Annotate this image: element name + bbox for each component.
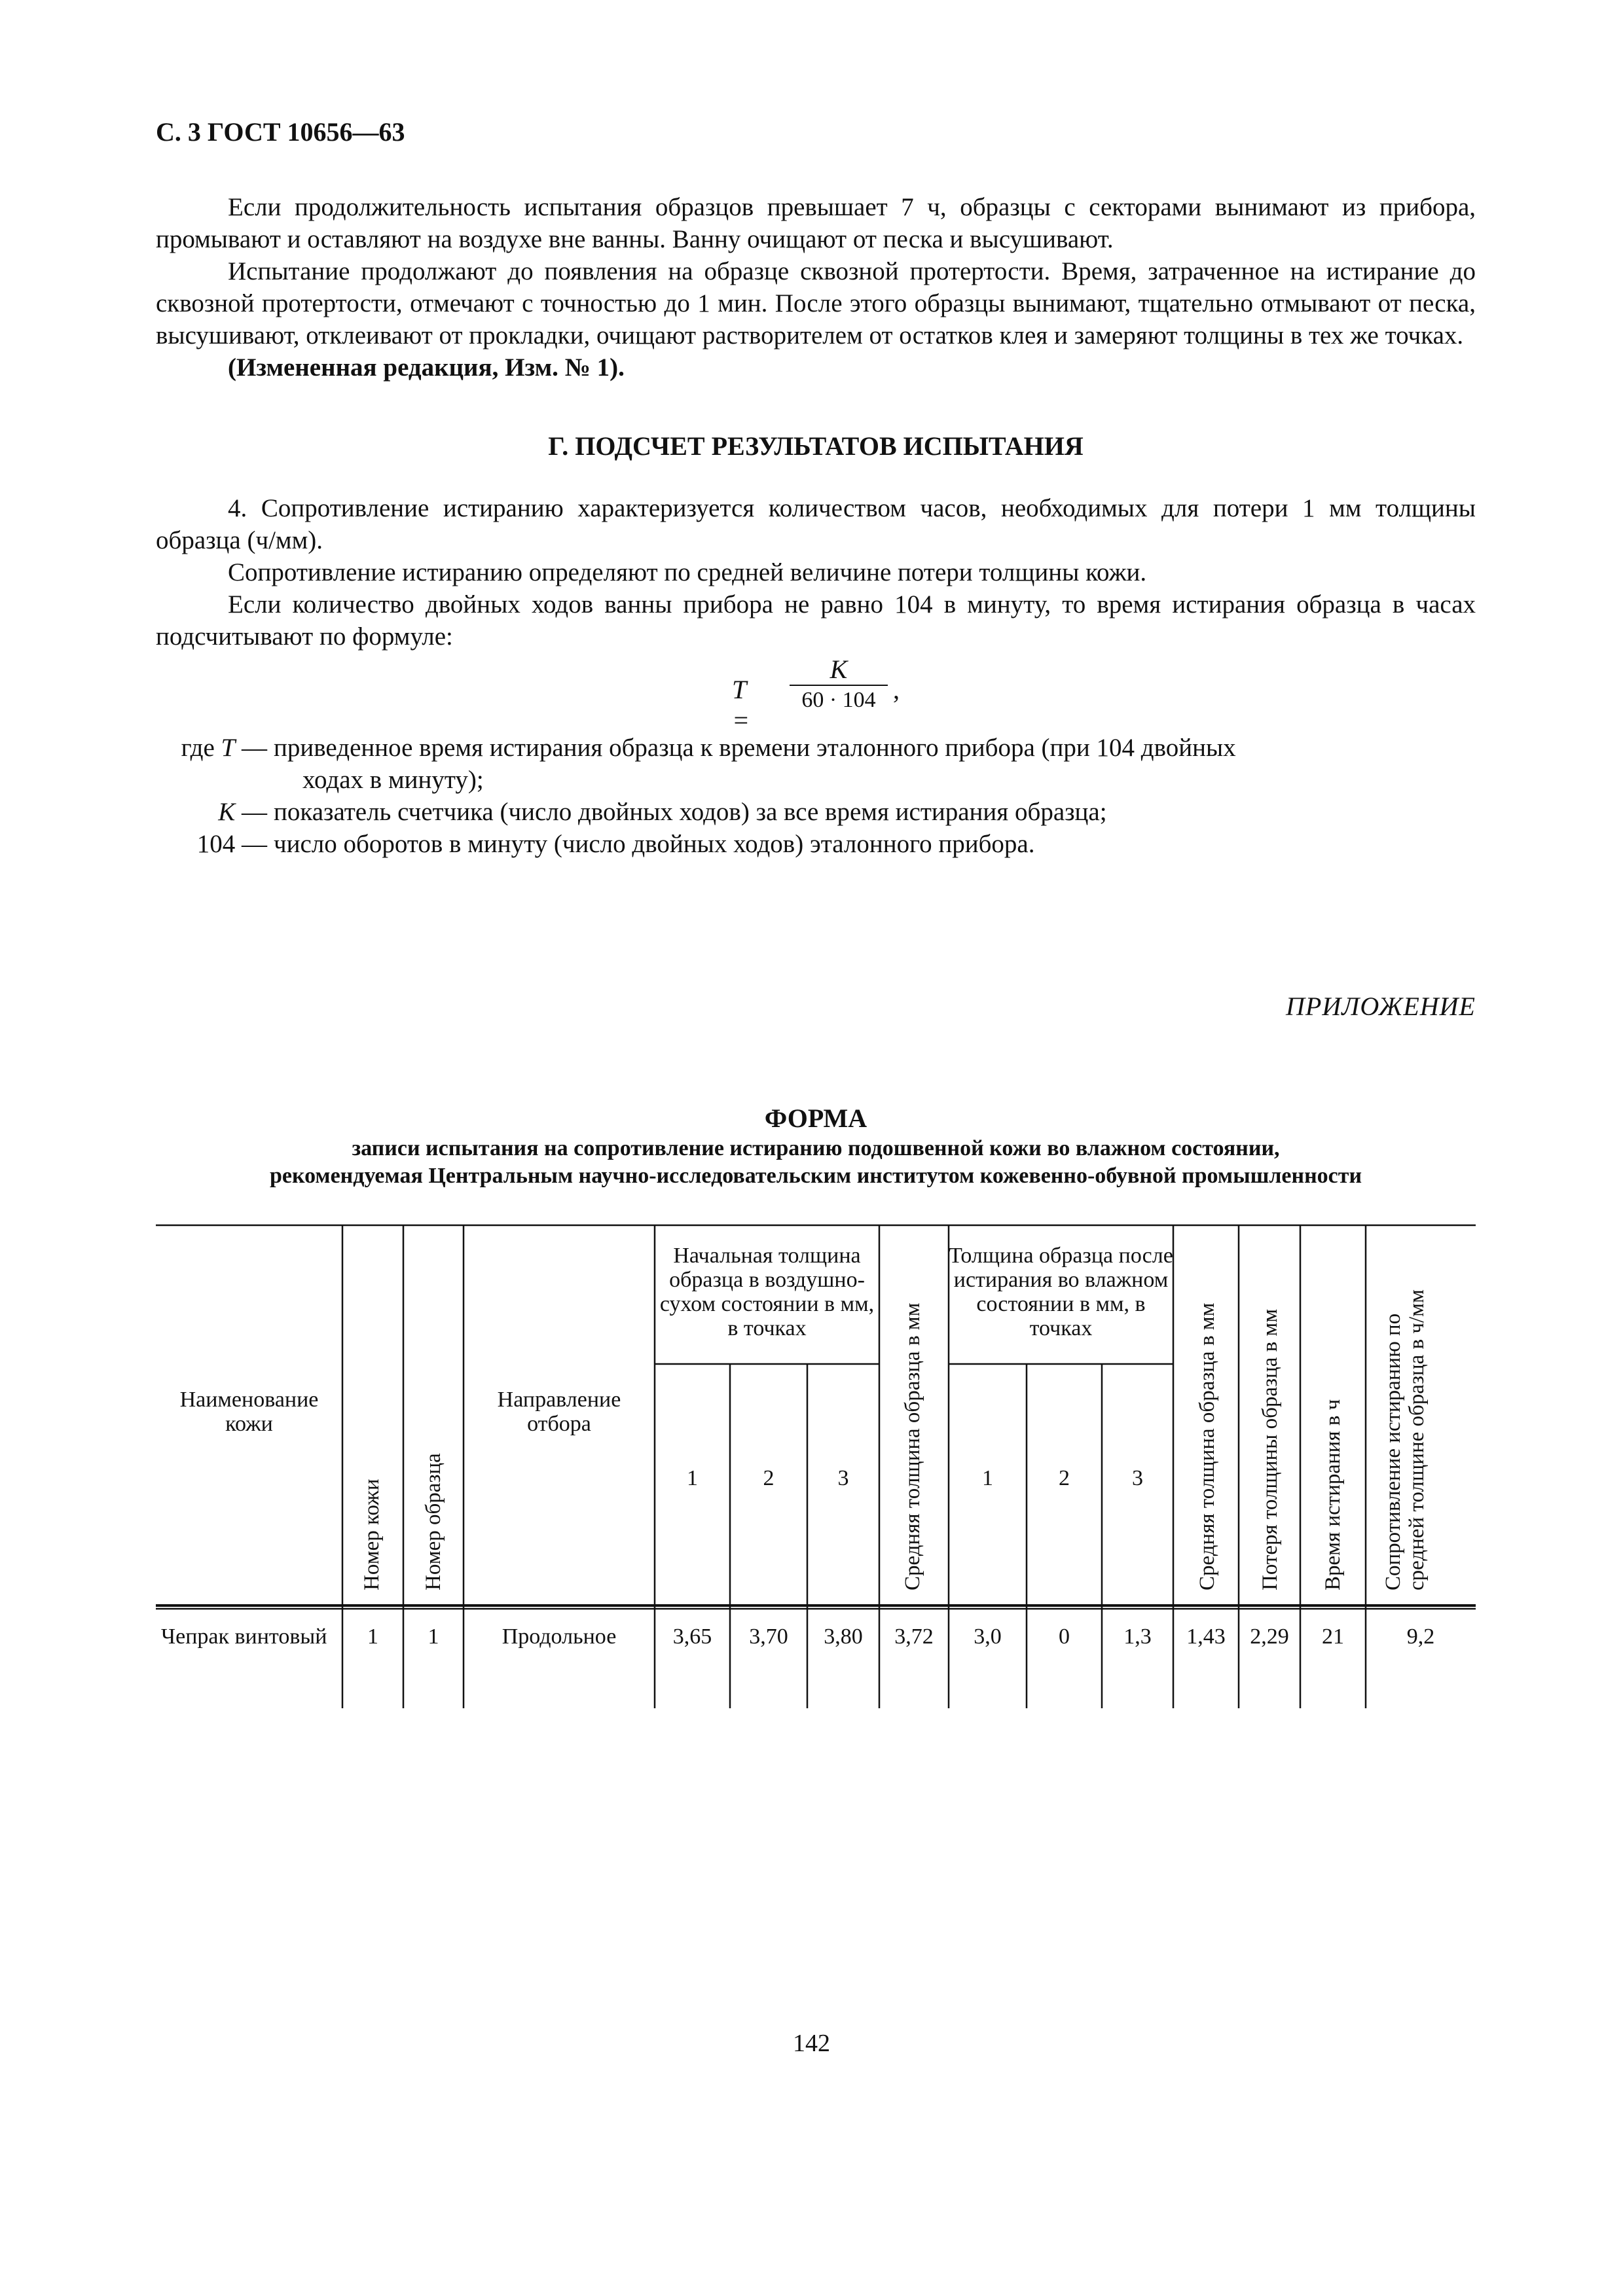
definition-term: K — [218, 798, 267, 826]
cell-after-3: 1,3 [1123, 1624, 1152, 1649]
formula-fraction [790, 655, 888, 715]
cell-abrasion-time: 21 [1322, 1624, 1344, 1649]
header-sample-number: Номер образца [422, 1453, 445, 1590]
header-point: 3 [1132, 1466, 1143, 1490]
definitions [156, 732, 1476, 860]
section-heading: Г. ПОДСЧЕТ РЕЗУЛЬТАТОВ ИСПЫТАНИЯ [548, 431, 1084, 461]
form-title [156, 1102, 1476, 1190]
paragraph: Испытание продолжают до появления на образце сквозной протертости. Время, затраченное на истирание до сквозной протертости, отмечают с точностью до 1 мин. После этого образцы вынимают, тщательно отмывают от песка, высушивают, отклеивают от прокладки, очищают растворителем от остатков клея и замеряют толщины в тех же точках. [156, 257, 1476, 350]
paragraph: Сопротивление истиранию определяют по средней величине потери толщины кожи. [228, 558, 1147, 586]
header-hide-number: Номер кожи [360, 1479, 384, 1590]
header-name: Наименование кожи [179, 1388, 319, 1436]
header-after-thickness: Толщина образца после истирания во влажном состоянии в мм, в точках [949, 1244, 1173, 1340]
cell-thickness-loss: 2,29 [1250, 1624, 1289, 1649]
cell-sample-number: 1 [428, 1624, 439, 1649]
definition-text: показатель счетчика (число двойных ходов) за все время истирания образца; [274, 798, 1107, 826]
page-header: С. 3 ГОСТ 10656—63 [156, 117, 405, 147]
header-point: 2 [1059, 1466, 1070, 1490]
definition-term: где T — [181, 734, 267, 762]
test-record-table [156, 1224, 1476, 1708]
formula-comma: , [893, 675, 900, 704]
definition-row [156, 796, 1476, 828]
header-direction: Направление отбора [497, 1388, 621, 1436]
cell-initial-1: 3,65 [672, 1624, 712, 1649]
header-avg-after: Средняя толщина образца в мм [1195, 1302, 1219, 1590]
form-subtitle-line: рекомендуемая Центральным научно-исследовательским институтом кожевенно-обувной промышленности [269, 1164, 1362, 1188]
definition-text: число оборотов в минуту (число двойных ходов) эталонного прибора. [274, 830, 1035, 858]
header-point: 1 [982, 1466, 993, 1490]
definition-row [156, 732, 1476, 796]
cell-after-1: 3,0 [974, 1624, 1002, 1649]
cell-hide-number: 1 [367, 1624, 378, 1649]
form-title-main: ФОРМА [764, 1103, 867, 1133]
cell-resistance: 9,2 [1406, 1624, 1435, 1649]
cell-initial-3: 3,80 [824, 1624, 863, 1649]
cell-initial-2: 3,70 [749, 1624, 788, 1649]
header-thickness-loss: Потеря толщины образца в мм [1258, 1308, 1282, 1590]
formula-numerator: K [830, 655, 848, 684]
paragraph: Если продолжительность испытания образцов превышает 7 ч, образцы с секторами вынимают из прибора, промывают и оставляют на воздухе вне ванны. Ванну очищают от песка и высушивают. [156, 193, 1476, 253]
header-point: 2 [763, 1466, 775, 1490]
appendix-label: ПРИЛОЖЕНИЕ [1286, 992, 1476, 1021]
cell-name: Чепрак винтовый [161, 1624, 327, 1649]
header-resistance: Сопротивление истиранию по средней толщине образца в ч/мм [1381, 1289, 1429, 1590]
results-text [156, 492, 1476, 653]
cell-direction: Продольное [501, 1624, 617, 1649]
definition-text: приведенное время истирания образца к времени эталонного прибора (при 104 двойных ходах в минуту); [274, 734, 1236, 794]
form-subtitle-line: записи испытания на сопротивление истиранию подошвенной кожи во влажном состоянии, [352, 1136, 1280, 1160]
header-avg-initial: Средняя толщина образца в мм [901, 1302, 924, 1590]
header-point: 3 [837, 1466, 849, 1490]
definition-term: 104 — [196, 830, 267, 858]
intro-text [156, 191, 1476, 384]
formula-lhs: T = [732, 675, 750, 735]
header-point: 1 [687, 1466, 698, 1490]
page-number: 142 [793, 2030, 830, 2057]
header-abrasion-time: Время истирания в ч [1321, 1399, 1345, 1590]
definition-row [156, 828, 1476, 860]
paragraph: 4. Сопротивление истиранию характеризуется количеством часов, необходимых для потери 1 мм толщины образца (ч/мм). [156, 494, 1476, 554]
formula-denominator: 60 · 104 [801, 688, 876, 712]
header-initial-thickness: Начальная толщина образца в воздушно-сухом состоянии в мм, в точках [659, 1244, 875, 1340]
amendment-note: (Измененная редакция, Изм. № 1). [228, 353, 625, 382]
paragraph: Если количество двойных ходов ванны прибора не равно 104 в минуту, то время истирания образца в часах подсчитывают по формуле: [156, 590, 1476, 651]
cell-avg-initial: 3,72 [894, 1624, 934, 1649]
cell-after-2: 0 [1059, 1624, 1070, 1649]
cell-avg-after: 1,43 [1186, 1624, 1226, 1649]
